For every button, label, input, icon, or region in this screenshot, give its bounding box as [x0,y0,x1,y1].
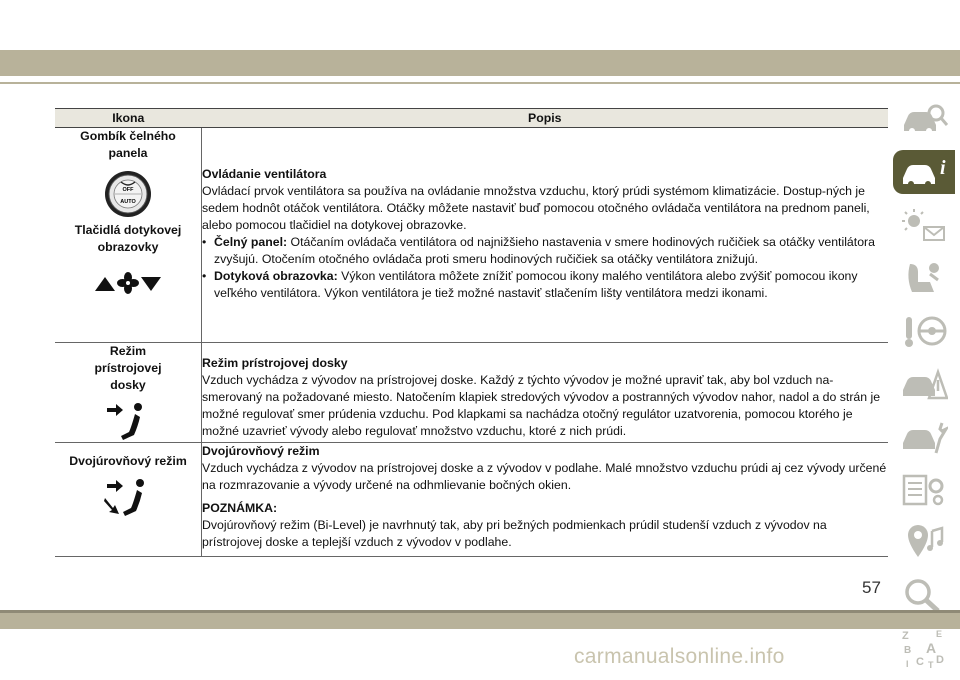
bullet-body [214,234,888,268]
section-text: Ovládací prvok ventilátora sa používa na ovládanie množstva vzduchu, ktorý prúdi systémom klimatizácie. Dostup-ných je sedem hodnôt otáčok ventilátora. Otáčky môžete nastaviť buď pomocou otočného ovládača ventilátora na prednom paneli, alebo pomocou tlačidiel na dotykovej obrazovke. [202,183,870,232]
knob-auto-label: AUTO [120,198,136,205]
car-info-icon [900,154,948,190]
index-letter: Z [902,630,909,642]
dashboard-lights-message-icon [900,207,948,243]
tab-car-warning[interactable] [893,362,955,406]
index-letter: A [926,640,937,656]
table-header-row [55,109,888,128]
index-letter: T [928,660,934,669]
climate-modes-table [55,108,888,557]
top-decor-line [0,82,960,84]
icon-cell [55,343,202,443]
description-cell [202,442,889,556]
key-steering-wheel-icon [900,313,948,349]
bullet-label: Čelný panel: [214,234,288,249]
table-row [55,128,888,343]
tab-seat-airbag[interactable] [893,256,955,300]
list-item [202,234,888,268]
watermark-text: carmanualsonline.info [574,645,785,668]
column-header-description: Popis [202,109,889,128]
fan-knob-icon [55,170,201,218]
tab-specifications[interactable] [893,468,955,512]
section-title: Režim prístrojovej dosky [202,356,348,370]
bullet-dot: • [202,234,207,249]
row-icon-label: Tlačidlá dotykovej obrazovky [74,222,182,254]
tab-car-info[interactable] [893,150,955,194]
car-wrench-icon [900,419,948,455]
section-text: Vzduch vychádza z vývodov na prístrojovej doske a z vývodov v podlahe. Malé množstvo vzduchu prúdi aj cez vývody určené na rozmrazovanie a vývody určené na odhmlievanie bočných okien. [202,460,887,492]
icon-cell [55,128,202,343]
table-row [55,343,888,443]
bullet-text: Výkon ventilátora môžete znížiť pomocou ikony malého ventilátora alebo zvýšiť pomocou ikony veľkého ventilátora. Výkon ventilátora je tiež možné nastaviť stlačením lišty ventilátora medzi ikonami. [214,268,858,300]
tab-car-service[interactable] [893,415,955,459]
description-cell [202,128,889,343]
bi-level-mode-icon [55,478,201,520]
note-title: POZNÁMKA: [202,500,278,515]
note-text: Dvojúrovňový režim (Bi-Level) je navrhnutý tak, aby pri bežných podmienkach prúdil studenší vzduch z vývodov na prístrojovej doske a teplejší vzduch z vývodov v podlahe. [202,517,827,549]
gears-list-icon [900,472,948,508]
index-letter: B [904,645,912,656]
section-text: Vzduch vychádza z vývodov na prístrojovej doske. Každý z týchto vývodov je možné upraviť tak, aby bol vzduch na-smerovaný na požadované miesto. Natočením klapiek stredových vývodov a postranných vývodov nahor, nadol a do strán je možné regulovať smer prúdenia vzduchu. Pod klapkami sa nachádza otočný regulátor uzatvorenia, pomocou ktorého je možné uzavrieť vývody alebo regulovať množstvo vzduchu, ktoré z nich prúdi. [202,372,881,438]
row-icon-label: Gombík čelného panela [80,129,176,160]
table-row [55,442,888,556]
description-cell [202,343,889,443]
bullet-dot: • [202,268,207,283]
fan-speed-buttons-icon [55,272,201,294]
knob-off-label: OFF [122,186,134,193]
section-title: Dvojúrovňový režim [202,443,320,458]
svg-text:i: i [940,157,946,179]
page-number: 57 [862,578,881,597]
tab-multimedia[interactable] [893,521,955,565]
index-letter: C [916,656,924,668]
index-letter: E [936,629,943,639]
search-index-icon [900,578,948,614]
bullet-label: Dotyková obrazovka: [214,268,338,283]
tab-car-search[interactable] [893,97,955,141]
row-icon-label: Dvojúrovňový režim [69,453,187,468]
music-navigation-icon [900,525,948,561]
index-letter: D [936,654,944,666]
bullet-body [214,268,888,302]
row-icon-label: Režim prístrojovej dosky [94,344,162,392]
car-search-icon [900,101,948,137]
seat-airbag-icon [900,260,948,296]
top-decor-band [0,50,960,76]
tab-alphabetical-index[interactable] [893,627,955,671]
tab-dashboard-lights[interactable] [893,203,955,247]
icon-cell [55,442,202,556]
bullet-text: Otáčaním ovládača ventilátora od najnižšieho nastavenia v smere hodinových ručičiek sa otáčky ventilátora zvyšujú. Otočením otočného ovládača proti smeru hodinových ručičiek sa otáčky ventilátora znižujú. [214,234,875,266]
car-warning-icon [900,366,948,402]
tab-key-steering[interactable] [893,309,955,353]
panel-mode-icon [55,402,201,442]
index-letter: I [906,659,909,669]
chapter-tabs [893,97,960,680]
bottom-decor-band [0,610,960,629]
column-header-icon: Ikona [55,109,202,128]
list-item [202,268,888,302]
section-title: Ovládanie ventilátora [202,167,327,181]
alphabet-index-icon [900,629,948,669]
